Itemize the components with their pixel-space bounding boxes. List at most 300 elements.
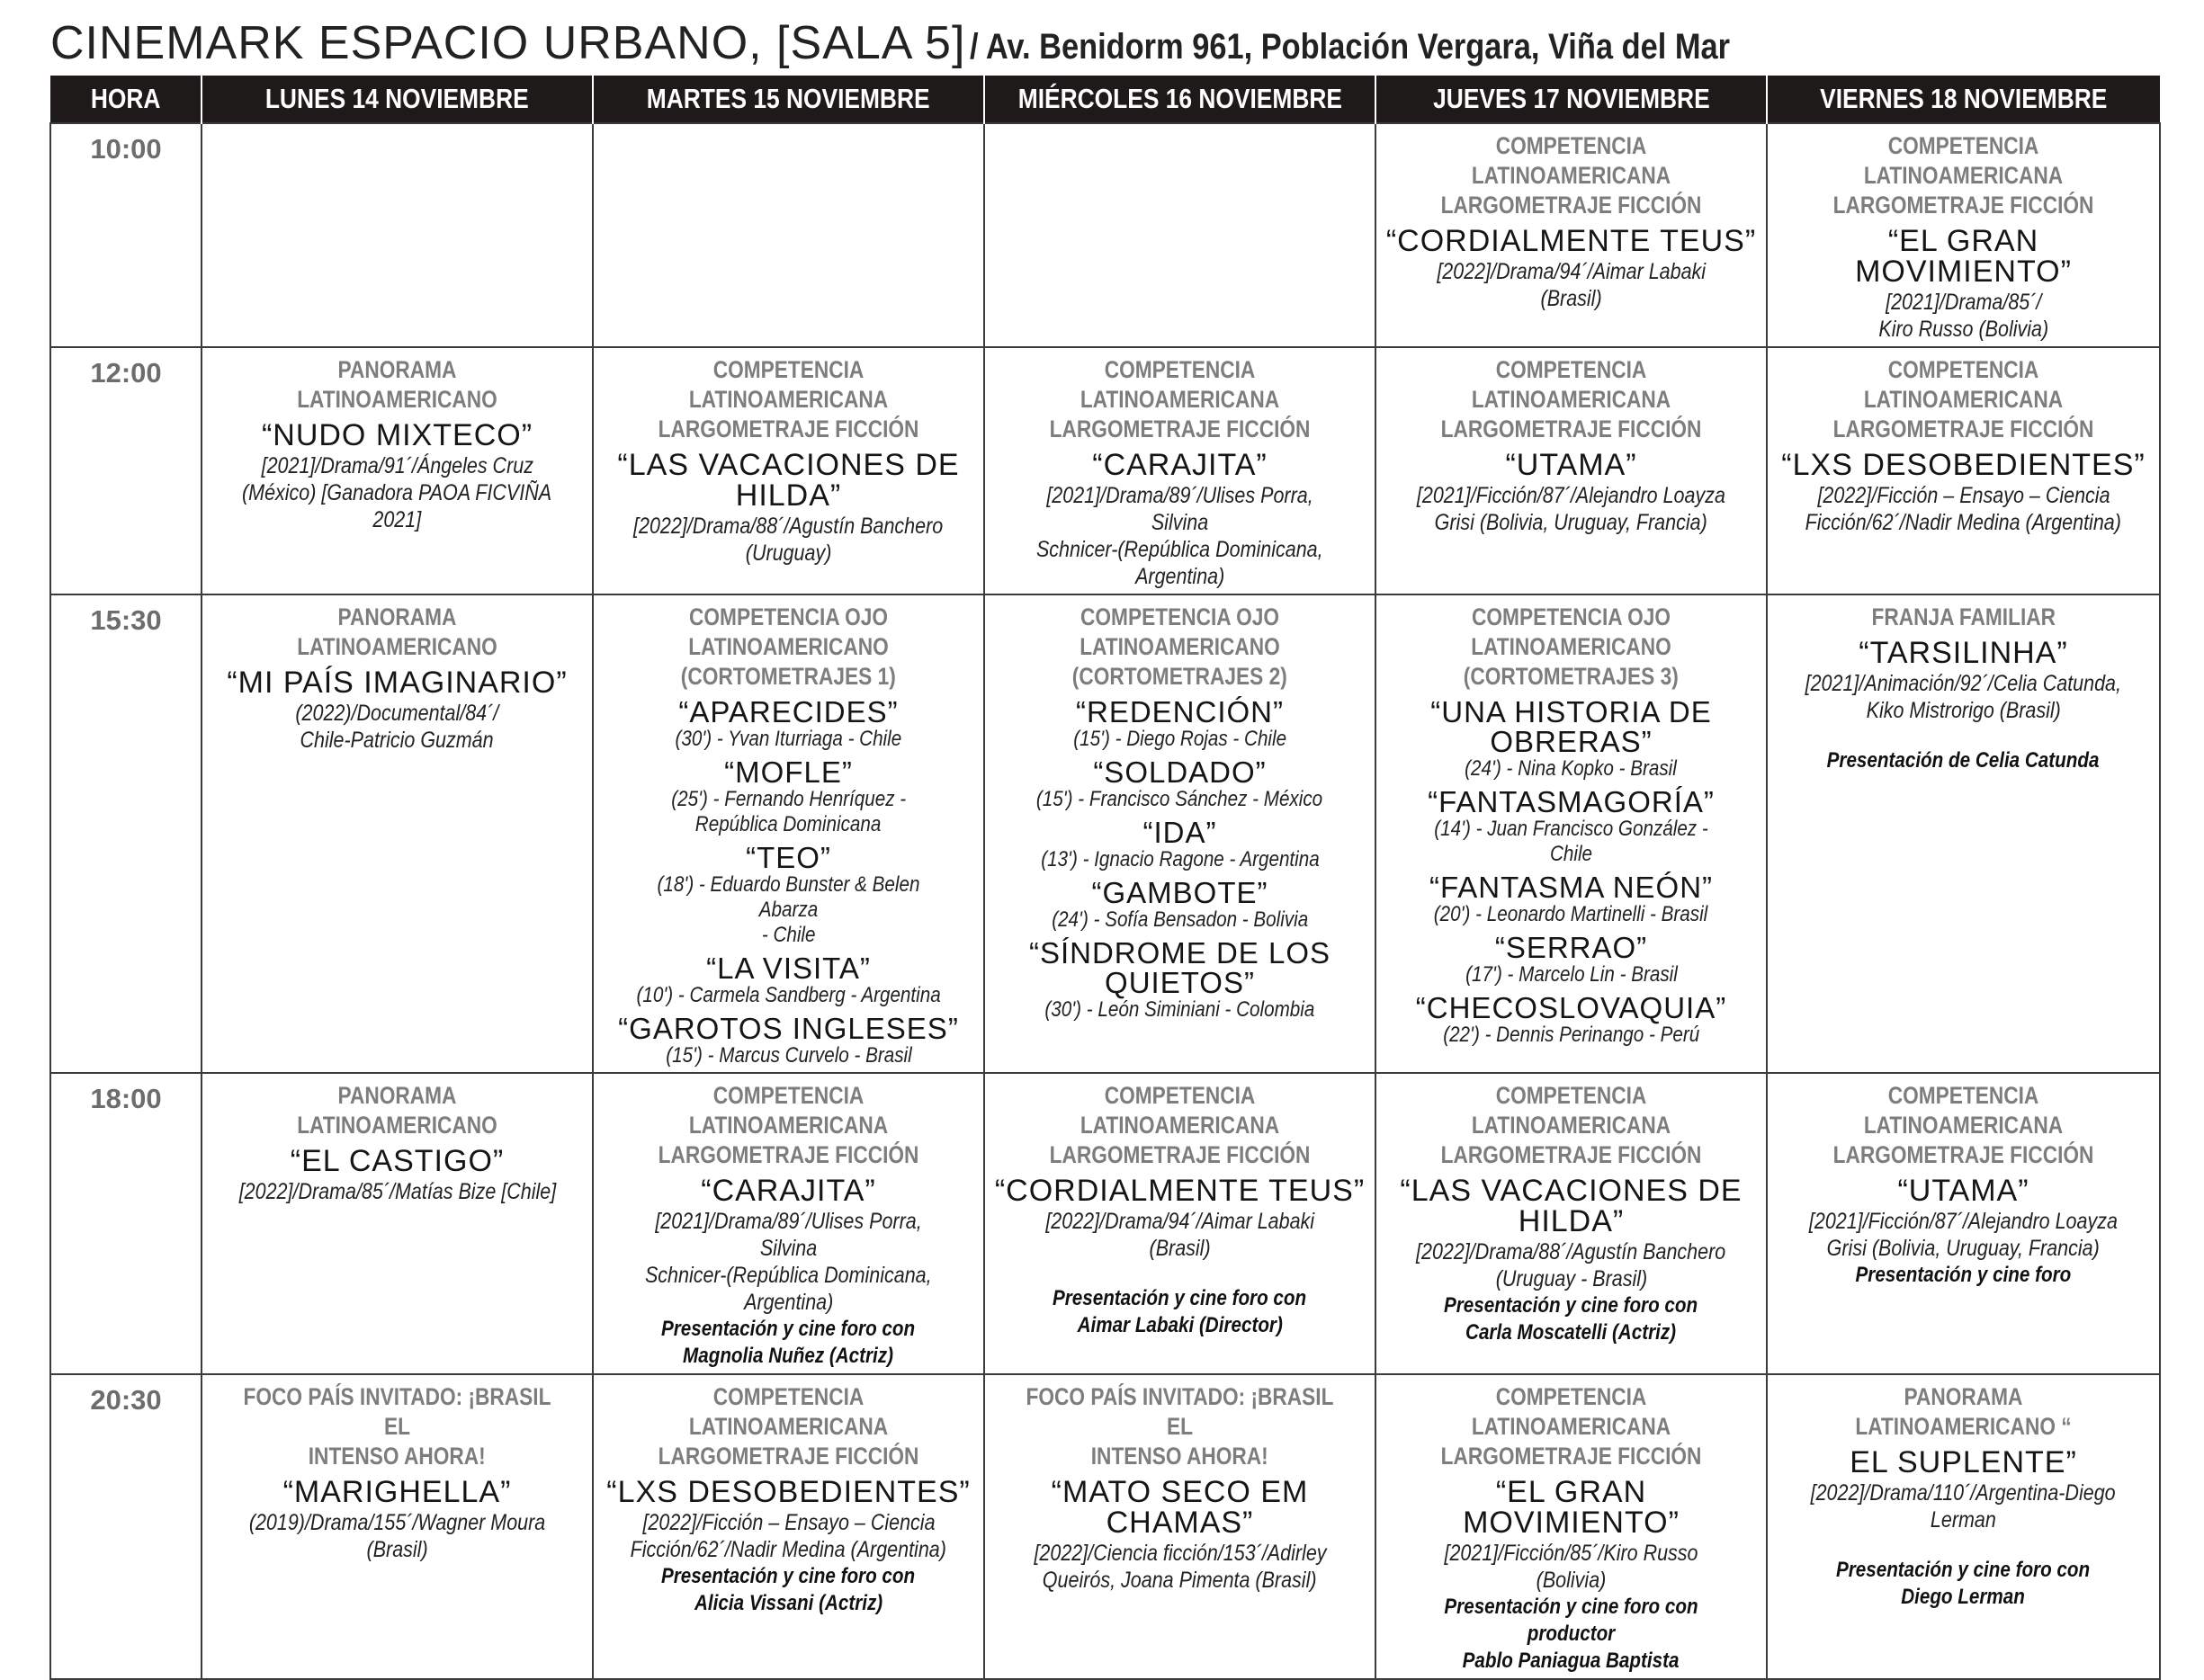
event-info	[1385, 285, 1757, 312]
event-cell-martes	[593, 347, 984, 594]
event-category-text: LARGOMETRAJE FICCIÓN	[658, 1443, 919, 1470]
event-category-text: COMPETENCIA LATINOAMERICANA	[1080, 356, 1280, 413]
event-category-text: LARGOMETRAJE FICCIÓN	[1832, 1141, 2094, 1168]
event-category-text: LARGOMETRAJE FICCIÓN	[1049, 416, 1311, 442]
event-info-text: [2021]/Drama/89´/Ulises Porra, Silvina	[655, 1209, 922, 1261]
event-cell-lunes	[202, 594, 593, 1073]
event-info	[1777, 1208, 2150, 1235]
event-info	[1385, 1265, 1757, 1292]
short-film-details	[1385, 1023, 1757, 1048]
event-category-text: LARGOMETRAJE FICCIÓN	[1440, 192, 1702, 219]
event-category	[603, 632, 974, 662]
venue-name: CINEMARK ESPACIO URBANO, [SALA 5]	[50, 17, 966, 69]
event-category	[994, 415, 1366, 444]
event-category	[603, 1140, 974, 1170]
short-film-title: “FANTASMA NEÓN”	[1429, 871, 1714, 904]
event-category-text: COMPETENCIA LATINOAMERICANA	[1471, 1383, 1671, 1440]
event-info	[994, 563, 1366, 590]
event-info-text: Schnicer-(República Dominicana,	[645, 1263, 932, 1288]
event-category	[994, 1140, 1366, 1170]
event-info	[211, 479, 583, 506]
short-film-details	[1385, 817, 1757, 867]
event-category	[994, 1442, 1366, 1471]
event-presentation-text: Aimar Labaki (Director)	[1077, 1313, 1283, 1337]
event-info-text: Argentina)	[1134, 564, 1225, 589]
event-info	[994, 536, 1366, 563]
event-category-text: (CORTOMETRAJES 3)	[1463, 663, 1680, 690]
short-film-details-text: (15') - Francisco Sánchez - México	[1036, 787, 1323, 811]
event-title: “MARIGHELLA”	[282, 1475, 512, 1509]
event-cell-jueves	[1375, 123, 1767, 347]
event-cell-lunes	[202, 347, 593, 594]
event-category	[1385, 1382, 1757, 1442]
event-cell-viernes	[1767, 1374, 2160, 1679]
event-category-text: COMPETENCIA OJO	[1472, 603, 1671, 630]
event-category	[1385, 632, 1757, 662]
event-cell-viernes	[1767, 1073, 2160, 1374]
event-category	[1385, 1140, 1757, 1170]
event-title: “CORDIALMENTE TEUS”	[994, 1174, 1366, 1208]
event-info	[1777, 697, 2150, 724]
event-presentation	[994, 1312, 1366, 1339]
event-info-text: (Uruguay)	[745, 541, 832, 566]
event-title: “TARSILINHA”	[1859, 636, 2068, 670]
event-category-text: COMPETENCIA LATINOAMERICANA	[1863, 1082, 2064, 1139]
event-info-text: Lerman	[1931, 1507, 1996, 1533]
short-film-details-text: (10') - Carmela Sandberg - Argentina	[636, 983, 941, 1007]
short-film-details	[603, 812, 974, 837]
event-info-text: Grisi (Bolivia, Uruguay, Francia)	[1434, 510, 1708, 535]
event-info	[211, 1178, 583, 1205]
event-category	[603, 603, 974, 632]
event-category	[1385, 415, 1757, 444]
event-info	[994, 482, 1366, 536]
event-cell-martes	[593, 594, 984, 1073]
event-info	[994, 1208, 1366, 1235]
short-film-title: “UNA HISTORIA DE OBRERAS”	[1430, 695, 1712, 758]
event-category	[603, 1081, 974, 1140]
event-cell-jueves	[1375, 347, 1767, 594]
event-title: “EL GRAN MOVIMIENTO”	[1463, 1475, 1680, 1540]
event-cell-martes	[593, 123, 984, 347]
short-film-details-text: (20') - Leonardo Martinelli - Brasil	[1434, 902, 1708, 926]
event-category-text: PANORAMA LATINOAMERICANO	[297, 1082, 497, 1139]
event-info-text: [2022]/Drama/94´/Aimar Labaki	[1045, 1209, 1314, 1234]
event-presentation	[603, 1316, 974, 1343]
event-title: “EL CASTIGO”	[290, 1144, 505, 1178]
event-info	[994, 1235, 1366, 1262]
event-presentation-text: Alicia Vissani (Actriz)	[694, 1591, 883, 1615]
schedule-row	[50, 1073, 2160, 1374]
event-presentation	[603, 1590, 974, 1617]
short-film-details	[994, 727, 1366, 752]
col-header-miercoles: MIÉRCOLES 16 NOVIEMBRE	[984, 76, 1375, 123]
event-category-text: INTENSO AHORA!	[1091, 1443, 1268, 1470]
event-category-text: COMPETENCIA LATINOAMERICANA	[1863, 356, 2064, 413]
event-info-text: (Brasil)	[1149, 1236, 1211, 1261]
short-film-details	[994, 997, 1366, 1023]
header-row	[50, 76, 2160, 123]
event-category-text: COMPETENCIA LATINOAMERICANA	[688, 1082, 889, 1139]
event-cell-miercoles	[984, 1073, 1375, 1374]
short-film-title: “IDA”	[1142, 816, 1217, 849]
event-category-text: LATINOAMERICANO	[688, 633, 889, 660]
event-category-text: FRANJA FAMILIAR	[1871, 603, 2056, 630]
event-presentation	[1777, 747, 2150, 774]
event-category	[211, 1442, 583, 1471]
event-title: “CORDIALMENTE TEUS”	[1385, 224, 1757, 258]
event-category	[994, 632, 1366, 662]
event-title: “CARAJITA”	[1092, 448, 1268, 482]
event-info	[1385, 509, 1757, 536]
short-film-title: “SERRAO”	[1494, 931, 1648, 964]
event-cell-miercoles	[984, 1374, 1375, 1679]
event-category	[211, 603, 583, 662]
event-cell-miercoles	[984, 123, 1375, 347]
event-cell-jueves	[1375, 1374, 1767, 1679]
col-header-martes: MARTES 15 NOVIEMBRE	[593, 76, 984, 123]
event-presentation-text: Presentación de Celia Catunda	[1827, 748, 2100, 773]
event-info	[603, 513, 974, 540]
event-category-text: COMPETENCIA LATINOAMERICANA	[1080, 1082, 1280, 1139]
event-category-text: (CORTOMETRAJES 1)	[680, 663, 897, 690]
event-presentation	[603, 1343, 974, 1370]
event-title: “LXS DESOBEDIENTES”	[1781, 448, 2146, 482]
event-title: “EL GRAN MOVIMIENTO”	[1855, 224, 2072, 289]
event-info-text: Kiko Mistrorigo (Brasil)	[1866, 698, 2061, 723]
event-category-text: FOCO PAÍS INVITADO: ¡BRASIL EL	[1026, 1383, 1334, 1440]
event-info-text: Grisi (Bolivia, Uruguay, Francia)	[1826, 1236, 2101, 1261]
event-category	[1385, 131, 1757, 191]
event-info-text: (Brasil)	[1540, 286, 1602, 311]
event-info-text: Argentina)	[743, 1290, 834, 1315]
event-info	[1385, 1238, 1757, 1265]
event-category	[1777, 1140, 2150, 1170]
short-film-title: “GAMBOTE”	[1091, 876, 1268, 909]
event-category-text: COMPETENCIA OJO	[689, 603, 888, 630]
event-presentation	[1385, 1292, 1757, 1319]
event-info	[603, 1262, 974, 1289]
event-presentation	[1777, 1557, 2150, 1584]
event-cell-viernes	[1767, 347, 2160, 594]
event-info	[603, 1289, 974, 1316]
event-info-text: (Brasil)	[366, 1537, 428, 1562]
event-category-text: COMPETENCIA LATINOAMERICANA	[1863, 132, 2064, 189]
event-info-text: [2021]/Ficción/87´/Alejandro Loayza	[1808, 1209, 2119, 1234]
event-category-text: COMPETENCIA LATINOAMERICANA	[1471, 356, 1671, 413]
event-info	[603, 540, 974, 567]
event-category	[994, 662, 1366, 692]
event-title: “MI PAÍS IMAGINARIO”	[227, 666, 568, 700]
short-film-title: “REDENCIÓN”	[1076, 695, 1284, 728]
event-info-text: (2022)/Documental/84´/	[295, 701, 499, 726]
event-info-text: Chile-Patricio Guzmán	[300, 728, 495, 753]
event-presentation-text: Presentación y cine foro con	[661, 1317, 916, 1341]
col-header-viernes: VIERNES 18 NOVIEMBRE	[1767, 76, 2160, 123]
event-category-text: FOCO PAÍS INVITADO: ¡BRASIL EL	[243, 1383, 551, 1440]
schedule-row	[50, 123, 2160, 347]
event-category-text: COMPETENCIA LATINOAMERICANA	[1471, 132, 1671, 189]
short-film-title: “APARECIDES”	[678, 695, 899, 728]
event-category-text: LARGOMETRAJE FICCIÓN	[658, 1141, 919, 1168]
event-cell-lunes	[202, 123, 593, 347]
event-presentation	[1777, 1584, 2150, 1611]
event-info-text: [2021]/Ficción/87´/Alejandro Loayza	[1416, 483, 1726, 508]
event-info	[1777, 1479, 2150, 1506]
event-info	[211, 700, 583, 727]
short-film-details	[603, 1043, 974, 1068]
event-title: “LAS VACACIONES DE HILDA”	[617, 448, 960, 513]
event-info	[994, 1567, 1366, 1594]
event-category	[1777, 603, 2150, 632]
event-category-text: LARGOMETRAJE FICCIÓN	[1832, 192, 2094, 219]
short-film-title: “TEO”	[746, 841, 831, 874]
short-film-details	[1385, 962, 1757, 987]
event-category	[1777, 191, 2150, 220]
event-info	[211, 506, 583, 533]
event-cell-jueves	[1375, 1073, 1767, 1374]
event-info	[1385, 1540, 1757, 1594]
event-category	[603, 1442, 974, 1471]
event-category	[1385, 662, 1757, 692]
col-header-hora: HORA	[50, 76, 202, 123]
short-film-details	[603, 727, 974, 752]
event-info	[603, 1536, 974, 1563]
event-category	[211, 1382, 583, 1442]
event-category-text: COMPETENCIA LATINOAMERICANA	[688, 1383, 889, 1440]
hour-cell: 18:00	[50, 1073, 202, 1374]
short-film-details	[994, 907, 1366, 933]
event-category	[211, 1081, 583, 1140]
event-category-text: LARGOMETRAJE FICCIÓN	[1440, 1141, 1702, 1168]
event-category-text: PANORAMA LATINOAMERICANO “	[1855, 1383, 2072, 1440]
short-film-details	[994, 787, 1366, 812]
short-film-details-text: (13') - Ignacio Ragone - Argentina	[1040, 847, 1320, 871]
event-info-text: [2022]/Ficción – Ensayo – Ciencia	[1816, 483, 2110, 508]
event-category-text: INTENSO AHORA!	[309, 1443, 486, 1470]
short-film-details	[1385, 756, 1757, 782]
event-info	[1777, 1506, 2150, 1533]
event-category	[1777, 131, 2150, 191]
spacer	[1777, 1533, 2150, 1557]
event-presentation-text: Presentación y cine foro con productor	[1444, 1595, 1698, 1646]
event-info-text: 2021]	[372, 507, 422, 532]
event-cell-miercoles	[984, 594, 1375, 1073]
short-film-details-text: (17') - Marcelo Lin - Brasil	[1465, 962, 1678, 987]
hour-cell: 15:30	[50, 594, 202, 1073]
schedule-table	[49, 76, 2161, 1680]
event-presentation-text: Presentación y cine foro	[1855, 1263, 2072, 1287]
short-film-details-text: (30') - León Siminiani - Colombia	[1044, 997, 1315, 1022]
event-presentation-text: Presentación y cine foro con	[661, 1564, 916, 1588]
event-category-text: COMPETENCIA LATINOAMERICANA	[1471, 1082, 1671, 1139]
event-presentation-text: Presentación y cine foro con	[1444, 1293, 1698, 1318]
event-info	[994, 1540, 1366, 1567]
short-film-details-text: (14') - Juan Francisco González - Chile	[1434, 817, 1708, 866]
event-info-text: [2022]/Drama/88´/Agustín Banchero	[633, 514, 944, 539]
short-film-details	[603, 787, 974, 812]
event-cell-martes	[593, 1374, 984, 1679]
event-presentation	[603, 1563, 974, 1590]
event-cell-jueves	[1375, 594, 1767, 1073]
event-category	[603, 355, 974, 415]
short-film-details-text: (24') - Sofía Bensadon - Bolivia	[1051, 907, 1309, 932]
event-category-text: PANORAMA LATINOAMERICANO	[297, 356, 497, 413]
event-presentation	[1385, 1594, 1757, 1648]
event-presentation	[994, 1285, 1366, 1312]
event-category	[1777, 355, 2150, 415]
event-category-text: PANORAMA LATINOAMERICANO	[297, 603, 497, 660]
event-title: “CARAJITA”	[701, 1174, 876, 1208]
event-info-text: [2021]/Ficción/85´/Kiro Russo (Bolivia)	[1444, 1541, 1698, 1593]
event-info-text: Queirós, Joana Pimenta (Brasil)	[1043, 1568, 1317, 1593]
spacer	[1777, 724, 2150, 747]
event-title: “LXS DESOBEDIENTES”	[606, 1475, 971, 1509]
event-category	[1385, 1081, 1757, 1140]
event-info-text: (México) [Ganadora PAOA FICVIÑA	[242, 480, 552, 505]
event-info	[211, 452, 583, 479]
schedule-row	[50, 1374, 2160, 1679]
col-header-jueves: JUEVES 17 NOVIEMBRE	[1375, 76, 1767, 123]
short-film-title: “GAROTOS INGLESES”	[618, 1012, 959, 1045]
short-film-title: “MOFLE”	[724, 755, 853, 789]
event-category-text: COMPETENCIA LATINOAMERICANA	[688, 356, 889, 413]
event-info-text: Ficción/62´/Nadir Medina (Argentina)	[630, 1537, 947, 1562]
event-presentation	[1385, 1648, 1757, 1675]
event-cell-martes	[593, 1073, 984, 1374]
event-info-text: [2022]/Ciencia ficción/153´/Adirley	[1033, 1541, 1327, 1566]
short-film-details	[994, 847, 1366, 872]
event-category	[1777, 1382, 2150, 1442]
event-presentation-text: Presentación y cine foro con	[1836, 1558, 2091, 1582]
event-info-text: Ficción/62´/Nadir Medina (Argentina)	[1805, 510, 2122, 535]
short-film-details-text: - Chile	[761, 923, 816, 947]
event-category-text: LATINOAMERICANO	[1080, 633, 1280, 660]
event-category	[1777, 1081, 2150, 1140]
short-film-details	[603, 872, 974, 923]
event-category-text: LARGOMETRAJE FICCIÓN	[1440, 416, 1702, 442]
event-title: “LAS VACACIONES DE HILDA”	[1400, 1174, 1743, 1238]
event-title: “NUDO MIXTECO”	[261, 418, 533, 452]
event-category-text: (CORTOMETRAJES 2)	[1071, 663, 1288, 690]
event-presentation-text: Diego Lerman	[1901, 1585, 2026, 1609]
short-film-title: “FANTASMAGORÍA”	[1428, 785, 1715, 818]
event-info-text: Kiro Russo (Bolivia)	[1878, 317, 2048, 342]
event-category	[1385, 1442, 1757, 1471]
venue-address: / Av. Benidorm 961, Población Vergara, Viña del Mar	[969, 27, 1730, 67]
event-category-text: COMPETENCIA OJO	[1080, 603, 1279, 630]
short-film-details-text: República Dominicana	[695, 812, 882, 836]
event-info	[211, 1509, 583, 1536]
short-film-title: “SÍNDROME DE LOS QUIETOS”	[1028, 936, 1331, 999]
short-film-details-text: (18') - Eduardo Bunster & Belen Abarza	[657, 872, 920, 922]
event-category	[603, 662, 974, 692]
event-info-text: (2019)/Drama/155´/Wagner Moura	[248, 1510, 546, 1535]
event-category	[994, 1081, 1366, 1140]
event-info	[1777, 482, 2150, 509]
event-info	[1385, 258, 1757, 285]
event-category-text: LARGOMETRAJE FICCIÓN	[1440, 1443, 1702, 1470]
event-cell-lunes	[202, 1073, 593, 1374]
event-category	[1385, 603, 1757, 632]
event-category	[211, 355, 583, 415]
short-film-details-text: (25') - Fernando Henríquez -	[671, 787, 906, 811]
event-category	[994, 1382, 1366, 1442]
event-info	[603, 1509, 974, 1536]
event-category	[994, 355, 1366, 415]
event-info	[603, 1208, 974, 1262]
event-info	[1777, 1235, 2150, 1262]
event-presentation-text: Carla Moscatelli (Actriz)	[1465, 1320, 1677, 1345]
spacer	[994, 1262, 1366, 1285]
event-title: EL SUPLENTE”	[1850, 1445, 2077, 1479]
event-presentation-text: Magnolia Nuñez (Actriz)	[683, 1344, 894, 1368]
event-category	[1777, 415, 2150, 444]
event-category-text: LARGOMETRAJE FICCIÓN	[1049, 1141, 1311, 1168]
event-category	[994, 603, 1366, 632]
schedule-row	[50, 594, 2160, 1073]
event-info	[1777, 289, 2150, 316]
event-title: “UTAMA”	[1505, 448, 1637, 482]
short-film-details	[1385, 902, 1757, 927]
event-cell-viernes	[1767, 123, 2160, 347]
event-category	[1385, 191, 1757, 220]
event-info-text: (Uruguay - Brasil)	[1495, 1266, 1647, 1291]
short-film-details	[603, 983, 974, 1008]
event-title: “MATO SECO EM CHAMAS”	[1051, 1475, 1309, 1540]
short-film-details-text: (15') - Marcus Curvelo - Brasil	[665, 1043, 912, 1068]
event-info	[211, 727, 583, 754]
event-info-text: [2021]/Animación/92´/Celia Catunda,	[1805, 671, 2122, 696]
event-info	[1777, 316, 2150, 343]
event-category	[603, 415, 974, 444]
event-info-text: Schnicer-(República Dominicana,	[1036, 537, 1323, 562]
event-info-text: [2022]/Drama/110´/Argentina-Diego	[1810, 1480, 2116, 1506]
short-film-title: “CHECOSLOVAQUIA”	[1415, 991, 1727, 1024]
event-title: “UTAMA”	[1897, 1174, 2029, 1208]
event-category	[603, 1382, 974, 1442]
event-presentation-text: Pablo Paniagua Baptista	[1463, 1649, 1680, 1673]
event-info	[1385, 482, 1757, 509]
event-info-text: [2022]/Drama/85´/Matías Bize [Chile]	[238, 1179, 556, 1204]
schedule-row	[50, 347, 2160, 594]
event-info-text: [2021]/Drama/89´/Ulises Porra, Silvina	[1046, 483, 1313, 535]
event-category	[1385, 355, 1757, 415]
event-info-text: [2022]/Ficción – Ensayo – Ciencia	[641, 1510, 936, 1535]
hour-cell: 10:00	[50, 123, 202, 347]
event-category-text: LATINOAMERICANO	[1471, 633, 1671, 660]
event-category-text: LARGOMETRAJE FICCIÓN	[658, 416, 919, 442]
event-info-text: [2021]/Drama/91´/Ángeles Cruz	[261, 453, 533, 478]
event-presentation-text: Presentación y cine foro con	[1053, 1286, 1307, 1310]
short-film-details	[603, 923, 974, 948]
event-cell-viernes	[1767, 594, 2160, 1073]
short-film-details-text: (22') - Dennis Perinango - Perú	[1442, 1023, 1700, 1047]
event-info-text: [2022]/Drama/94´/Aimar Labaki	[1437, 259, 1706, 284]
event-info	[1777, 509, 2150, 536]
short-film-title: “SOLDADO”	[1093, 755, 1267, 789]
event-info-text: [2021]/Drama/85´/	[1885, 290, 2042, 315]
event-cell-miercoles	[984, 347, 1375, 594]
event-info	[1777, 670, 2150, 697]
event-presentation	[1385, 1319, 1757, 1346]
event-cell-lunes	[202, 1374, 593, 1679]
event-info	[211, 1536, 583, 1563]
hour-cell: 12:00	[50, 347, 202, 594]
short-film-title: “LA VISITA”	[706, 952, 871, 985]
event-category-text: LARGOMETRAJE FICCIÓN	[1832, 416, 2094, 442]
col-header-lunes: LUNES 14 NOVIEMBRE	[202, 76, 593, 123]
